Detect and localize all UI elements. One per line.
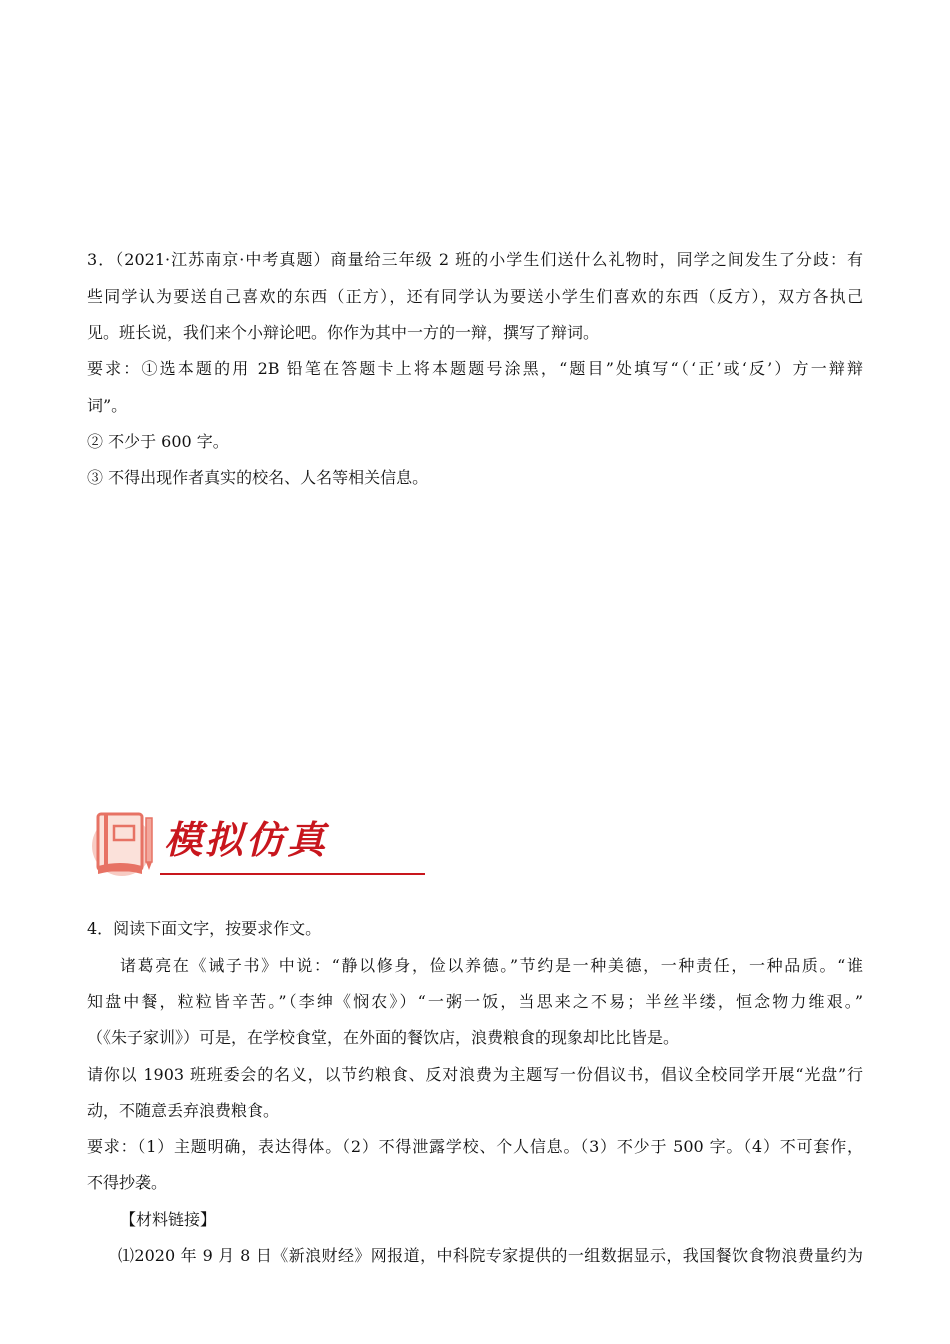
q4-paragraph-1-line-2: 知盘中餐，粒粒皆辛苦。”（李绅《悯农》）“一粥一饭，当思来之不易；半丝半缕，恒念物力维艰。” <box>87 992 863 1011</box>
q4-requirements-line-2: 不得抄袭。 <box>87 1173 168 1192</box>
title-underline <box>160 873 425 875</box>
material-item-1: ⑴2020 年 9 月 8 日《新浪财经》网报道，中科院专家提供的一组数据显示，我国餐饮食物浪费量约为 <box>118 1246 863 1265</box>
section-title: 模拟仿真 <box>164 818 329 862</box>
q4-paragraph-2-line-1: 请你以 1903 班班委会的名义，以节约粮食、反对浪费为主题写一份倡议书，倡议全校同学开展“光盘”行 <box>87 1065 863 1084</box>
q4-requirements-line-1: 要求：（1）主题明确，表达得体。（2）不得泄露学校、个人信息。（3）不少于 500 字。（4）不可套作， <box>87 1137 863 1156</box>
q3-requirement-3: ③ 不得出现作者真实的校名、人名等相关信息。 <box>87 468 429 487</box>
q4-paragraph-1-line-3: （《朱子家训》）可是，在学校食堂，在外面的餐饮店，浪费粮食的现象却比比皆是。 <box>87 1028 680 1047</box>
q3-line-3: 见。班长说，我们来个小辩论吧。你作为其中一方的一辩，撰写了辩词。 <box>87 323 600 342</box>
material-link-heading: 【材料链接】 <box>120 1210 217 1229</box>
q3-line-2: 些同学认为要送自己喜欢的东西（正方），还有同学认为要送小学生们喜欢的东西（反方），双方各执己 <box>87 287 863 306</box>
q3-requirement-1-cont: 词”。 <box>87 396 128 415</box>
q3-line-1: 3．（2021·江苏南京·中考真题）商量给三年级 2 班的小学生们送什么礼物时，同学之间发生了分歧：有 <box>87 250 863 269</box>
q4-paragraph-2-line-2: 动，不随意丢弃浪费粮食。 <box>87 1101 280 1120</box>
book-pencil-icon <box>90 808 160 880</box>
q3-requirement-2: ② 不少于 600 字。 <box>87 432 229 451</box>
section-banner <box>90 808 340 880</box>
q4-paragraph-1-line-1: 诸葛亮在《诫子书》中说：“静以修身，俭以养德。”节约是一种美德，一种责任，一种品质。“谁 <box>120 956 863 975</box>
q3-requirement-1: 要求：①选本题的用 2B 铅笔在答题卡上将本题题号涂黑，“题目”处填写“（‘正’或‘反’）方一辩辩 <box>87 359 863 378</box>
q4-heading: 4．阅读下面文字，按要求作文。 <box>87 919 322 938</box>
